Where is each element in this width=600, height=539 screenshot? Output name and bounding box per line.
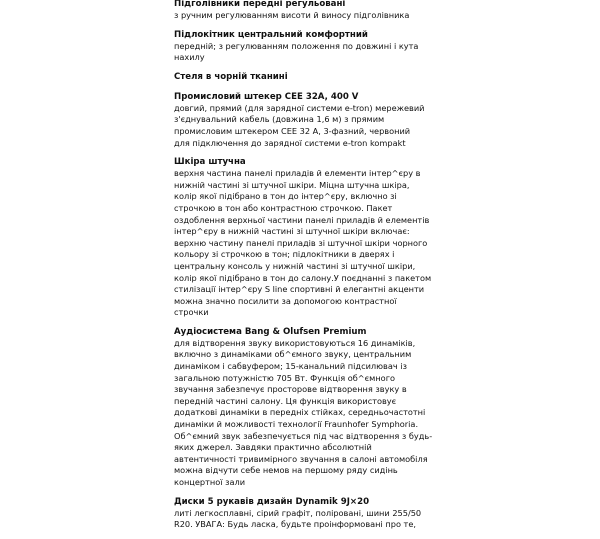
spec-title: Підлокітник центральний комфортний: [174, 29, 368, 40]
spec-desc-line: динаміком і сабвуфером; 15-канальний підсилювач із: [174, 361, 407, 372]
spec-item-armrest: [174, 30, 424, 64]
spec-item-leatherette: [174, 157, 432, 319]
spec-title: Підголівники передні регульовані: [174, 0, 346, 9]
spec-list: [174, 0, 433, 539]
spec-desc-line: динаміки й можливості технології Fraunhofer Symphoria.: [174, 419, 419, 430]
spec-desc-line: колір якої підібрано в тон до інтер^єру, включно зі: [174, 191, 397, 202]
spec-desc-line: передній частині салону. Ця функція використовує: [174, 395, 397, 406]
spec-desc-line: додаткові динаміки в передніх стійках, середньочастотні: [174, 407, 426, 418]
spec-desc-line: строчки: [174, 307, 209, 318]
spec-desc-line: можна значно посилити за допомогою контрастної: [174, 295, 397, 306]
spec-desc-line: автентичності тривимірного звучання в салоні автомобіля: [174, 453, 428, 464]
spec-item-wheels: [174, 497, 424, 531]
spec-desc-line: для відтворення звуку використовуються 16 динаміків,: [174, 337, 416, 348]
spec-desc-line: стилізації інтер^єру S line спортивні й елегантні акценти: [174, 284, 425, 295]
spec-desc-line: строчкою в тон або контрастною строчкою. Пакет: [174, 202, 393, 213]
spec-desc-line: R20. УВАГА: Будь ласка, будьте проінформовані про те,: [174, 519, 416, 530]
spec-desc-line: звучання забезпечує просторове відтворення звуку в: [174, 384, 407, 395]
spec-desc-line: кольору зі строчкою в тон; підлокітники в дверях і: [174, 249, 395, 260]
spec-desc-line: колір якої підібрано в тон до салону.У поєднанні з пакетом: [174, 272, 432, 283]
spec-desc-line: з'єднувальний кабель (довжина 1,6 м) з прямим: [174, 114, 385, 125]
spec-desc-line: з ручним регулюванням висоти й виносу підголівника: [174, 10, 410, 20]
spec-desc-line: нижній частині зі штучної шкіри. Міцна штучна шкіра,: [174, 179, 410, 190]
spec-title: Промисловий штекер CEE 32A, 400 V: [174, 91, 359, 102]
spec-desc-line: нахилу: [174, 52, 205, 63]
spec-desc-line: включно з динаміками об^ємного звуку, центральним: [174, 349, 412, 360]
spec-desc-line: яких джерел. Завдяки практично абсолютній: [174, 442, 372, 453]
spec-desc-line: концертної зали: [174, 477, 246, 487]
spec-title: Шкіра штучна: [174, 157, 246, 168]
spec-desc-line: промисловим штекером CEE 32 A, 3-фазний, червоний: [174, 125, 411, 136]
spec-desc-line: верхню частину панелі приладів зі штучної шкіри чорного: [174, 237, 428, 248]
spec-item-plug: [174, 92, 424, 149]
spec-desc-line: литі легкосплавні, сірий графіт, поліровані, шини 255/50: [174, 507, 422, 518]
spec-desc-line: інтер^єру в нижній частині зі штучної шкіри включає:: [174, 226, 410, 237]
spec-title: Стеля в чорній тканині: [174, 71, 288, 82]
spec-desc-line: Об^ємний звук забезпечується під час відтворення з будь-: [174, 430, 433, 441]
spec-desc-line: передній; з регулюванням положення по довжині і кута: [174, 40, 419, 51]
spec-desc-line: центральну консоль у нижній частині зі штучної шкіри,: [174, 260, 416, 271]
spec-title: Аудіосистема Bang & Olufsen Premium: [174, 326, 367, 337]
spec-desc-line: оздоблення верхньої частини панелі приладів й елементів: [174, 214, 430, 225]
spec-desc-line: загальною потужністю 705 Вт. Функція об^ємного: [174, 372, 396, 383]
spec-desc-line: довгий, прямий (для зарядної системи e-tron) мережевий: [174, 102, 425, 113]
spec-item-headliner: [174, 72, 424, 83]
spec-desc-line: верхня частина панелі приладів й елементи інтер^єру в: [174, 168, 421, 179]
spec-item-headrests: [174, 0, 424, 22]
spec-desc-line: можна відчути себе немов на першому ряду сидінь: [174, 465, 398, 476]
spec-desc-line: для підключення до зарядної системи e-tron kompakt: [174, 137, 406, 148]
spec-title: Диски 5 рукавів дизайн Dynamik 9J×20: [174, 496, 370, 507]
spec-item-audio: [174, 326, 433, 489]
